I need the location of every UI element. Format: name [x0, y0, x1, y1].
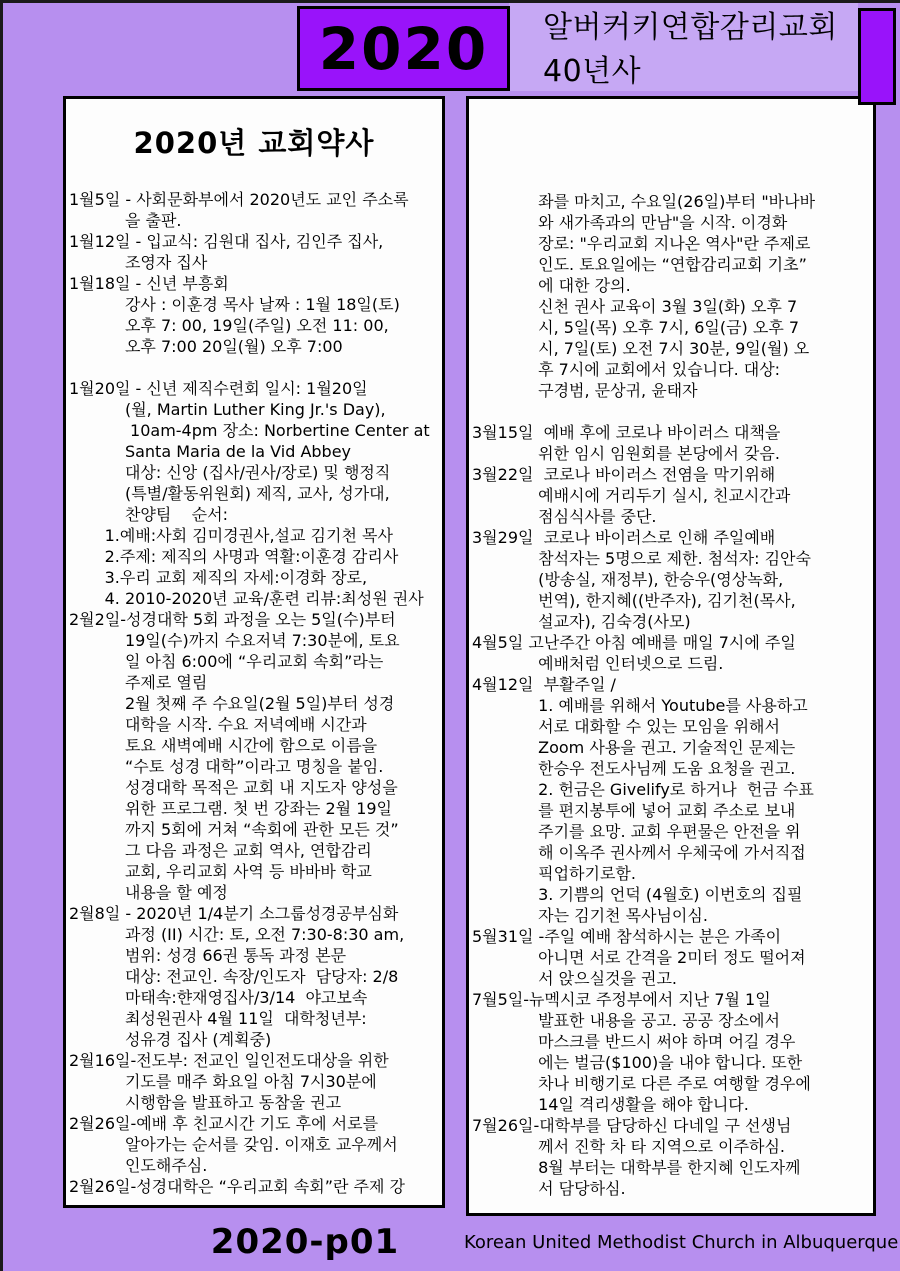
text-line: 예배처럼 인터넷으로 드림.: [472, 654, 724, 673]
text-line: 1. 예배를 위해서 Youtube를 사용하고: [472, 696, 808, 715]
text-line: 내용을 할 예정: [69, 883, 228, 902]
text-line: 후 7시에 교회에서 있습니다. 대상:: [472, 360, 781, 379]
header-right-decoration: [858, 8, 896, 105]
text-line: 서 담당하심.: [472, 1179, 626, 1198]
text-line: Zoom 사용을 권고. 기술적인 문제는: [472, 738, 796, 757]
year-box: [297, 6, 510, 91]
text-line: 7월5일-뉴멕시코 주정부에서 지난 7월 1일: [472, 990, 771, 1009]
text-line: 픽업하기로함.: [472, 864, 636, 883]
text-line: 7월26일-대학부를 담당하신 다네일 구 선생님: [472, 1116, 792, 1135]
text-line: 서 앉으실것을 권고.: [472, 969, 678, 988]
text-line: 위한 프로그램. 첫 번 강좌는 2월 19일: [69, 799, 393, 818]
text-line: [69, 357, 442, 378]
text-line: 1월18일 - 신년 부흥회: [69, 274, 229, 293]
text-line: 2월2일-성경대학 5회 과정을 오는 5일(수)부터: [69, 610, 396, 629]
header-title-panel: [509, 0, 858, 91]
text-line: 성유경 집사 (계획중): [69, 1030, 272, 1049]
text-line: [472, 401, 873, 422]
text-line: 인도해주심.: [69, 1156, 208, 1175]
text-line: 조영자 집사: [69, 253, 208, 272]
column-title: 2020년 교회약사: [133, 126, 375, 160]
text-line: 구경범, 문상귀, 윤태자: [472, 381, 698, 400]
text-line: 과정 (II) 시간: 토, 오전 7:30-8:30 am,: [69, 925, 405, 944]
text-line: 교회, 우리교회 사역 등 바바바 학교: [69, 862, 372, 881]
text-line: 2월26일-예배 후 친교시간 기도 후에 서로를: [69, 1114, 379, 1133]
church-name-label: Korean United Methodist Church in Albuquerque: [464, 1232, 899, 1253]
text-line: 4. 2010-2020년 교육/훈련 리뷰:최성원 권사: [69, 589, 424, 608]
text-line: 대상: 신앙 (집사/권사/장로) 및 행정직: [69, 463, 391, 482]
text-line: 점심식사를 중단.: [472, 507, 657, 526]
text-line: 신천 권사 교육이 3월 3일(화) 오후 7: [472, 297, 798, 316]
text-line: 마스크를 반드시 써야 하며 어길 경우: [472, 1032, 796, 1051]
text-line: 1월20일 - 신년 제직수련회 일시: 1월20일: [69, 379, 368, 398]
text-line: 1월12일 - 입교식: 김원대 집사, 김인주 집사,: [69, 232, 384, 251]
text-line: 4월5일 고난주간 아침 예배를 매일 7시에 주일: [472, 633, 796, 652]
text-line: 위한 임시 임원회를 본당에서 갖음.: [472, 444, 780, 463]
text-line: 최성원권사 4월 11일 대학청년부:: [69, 1009, 367, 1028]
text-line: 마태속:햔재영집사/3/14 야고보속: [69, 988, 368, 1007]
text-line: 번역), 한지혜((반주자), 김기천(목사,: [472, 591, 796, 610]
text-line: 참석자는 5명으로 제한. 첨석자: 김안숙: [472, 549, 811, 568]
text-line: “수토 성경 대학”이라고 명칭을 붙임.: [69, 757, 384, 776]
left-column: [63, 96, 445, 1208]
text-line: 3월22일 코로나 바이러스 전염을 막기위해: [472, 465, 776, 484]
text-line: 2월16일-전도부: 전교인 일인전도대상을 위한: [69, 1051, 389, 1070]
text-line: 해 이옥주 권사께서 우체국에 가서직접: [472, 843, 806, 862]
page-number-label: 2020-p01: [210, 1222, 400, 1262]
text-line: 주기를 요망. 교회 우편물은 안전을 위: [472, 822, 801, 841]
left-column-text: [69, 189, 442, 1197]
text-line: 와 새가족과의 만남"을 시작. 이경화: [472, 213, 788, 232]
text-line: 3.우리 교회 제직의 자세:이경화 장로,: [69, 568, 368, 587]
text-line: 예배시에 거리두기 실시, 친교시간과: [472, 486, 791, 505]
text-line: 3. 기쁨의 언덕 (4월호) 이번호의 집필: [472, 885, 803, 904]
text-line: 시행함을 발표하고 동참울 권고: [69, 1093, 342, 1112]
text-line: 성경대학 목적은 교회 내 지도자 양성을: [69, 778, 398, 797]
text-line: 아니면 서로 간격을 2미터 정도 떨어져: [472, 948, 806, 967]
text-line: 4월12일 부활주일 /: [472, 675, 616, 694]
year-label: 2020: [318, 14, 489, 83]
text-line: 일 아침 6:00에 “우리교회 속회”라는: [69, 652, 384, 671]
text-line: 강사 : 이훈경 목사 날짜 : 1월 18일(토): [69, 295, 400, 314]
text-line: 8월 부터는 대학부를 한지혜 인도자께: [472, 1158, 801, 1177]
text-line: 토요 새벽예배 시간에 함으로 이름을: [69, 736, 378, 755]
page-left-border: [0, 0, 3, 1271]
text-line: 을 출판.: [69, 211, 182, 230]
header-title: 알버커키연합감리교회 40년사: [543, 9, 838, 89]
text-line: (특별/활동위원회) 제직, 교사, 성가대,: [69, 484, 390, 503]
text-line: 3월15일 예배 후에 코로나 바이러스 대책을: [472, 423, 781, 442]
text-line: 3월29일 코로나 바이러스로 인해 주일예배: [472, 528, 776, 547]
text-line: 찬양팀 순서:: [69, 505, 228, 524]
text-line: 2. 헌금은 Givelify로 하거나 헌금 수표: [472, 780, 814, 799]
text-line: 까지 5회에 거쳐 “속회에 관한 모든 것”: [69, 820, 399, 839]
right-column-text: [472, 191, 873, 1199]
text-line: 시, 7일(토) 오전 7시 30분, 9일(월) 오: [472, 339, 810, 358]
text-line: 대상: 전교인. 속장/인도자 담당자: 2/8: [69, 967, 399, 986]
right-column: [466, 96, 876, 1216]
text-line: 에는 벌금($100)을 내야 합니다. 또한: [472, 1053, 803, 1072]
text-line: 1.예배:사회 김미경권사,설교 김기천 목사: [69, 526, 393, 545]
text-line: 한승우 전도사님께 도움 요청을 권고.: [472, 759, 796, 778]
text-line: (방송실, 재정부), 한승우(영상녹화,: [472, 570, 784, 589]
text-line: (월, Martin Luther King Jr.'s Day),: [69, 400, 386, 419]
text-line: 14일 격리생활을 해야 합니다.: [472, 1095, 749, 1114]
text-line: 발표한 내용을 공고. 공공 장소에서: [472, 1011, 780, 1030]
text-line: 10am-4pm 장소: Norbertine Center at: [69, 421, 430, 440]
text-line: 를 편지봉투에 넣어 교회 주소로 보내: [472, 801, 796, 820]
text-line: 1월5일 - 사회문화부에서 2020년도 교인 주소록: [69, 190, 409, 209]
text-line: Santa Maria de la Vid Abbey: [69, 442, 352, 461]
text-line: 좌를 마치고, 수요일(26일)부터 "바나바: [472, 192, 816, 211]
text-line: 2월8일 - 2020년 1/4분기 소그룹성경공부심화: [69, 904, 399, 923]
text-line: 인도. 토요일에는 “연합감리교회 기초”: [472, 255, 807, 274]
text-line: 19일(수)까지 수요저녁 7:30분에, 토요: [69, 631, 400, 650]
text-line: 오후 7: 00, 19일(주일) 오전 11: 00,: [69, 316, 389, 335]
text-line: 주제로 열림: [69, 673, 208, 692]
text-line: 기도를 매주 화요일 아침 7시30분에: [69, 1072, 377, 1091]
text-line: 알아가는 순서를 갖임. 이재호 교우께서: [69, 1135, 398, 1154]
text-line: 께서 진학 차 타 지역으로 이주하심.: [472, 1137, 786, 1156]
text-line: 자는 김기천 목사님이심.: [472, 906, 708, 925]
text-line: 5월31일 -주일 예배 참석하시는 분은 가족이: [472, 927, 782, 946]
text-line: 장로: "우리교회 지나온 역사"란 주제로: [472, 234, 811, 253]
text-line: 2월26일-성경대학은 “우리교회 속회”란 주제 강: [69, 1177, 405, 1196]
text-line: 시, 5일(목) 오후 7시, 6일(금) 오후 7: [472, 318, 800, 337]
text-line: 서로 대화할 수 있는 모임을 위해서: [472, 717, 780, 736]
text-line: 2월 첫째 주 수요일(2월 5일)부터 성경: [69, 694, 395, 713]
text-line: 설교자), 김숙경(사모): [472, 612, 691, 631]
text-line: 에 대한 강의.: [472, 276, 631, 295]
text-line: 2.주제: 제직의 사명과 역활:이훈경 감리사: [69, 547, 399, 566]
text-line: 차나 비행기로 다른 주로 여행할 경우에: [472, 1074, 811, 1093]
text-line: 범위: 성경 66권 통독 과정 본문: [69, 946, 347, 965]
text-line: 오후 7:00 20일(월) 오후 7:00: [69, 337, 343, 356]
text-line: 그 다음 과정은 교회 역사, 연합감리: [69, 841, 372, 860]
text-line: 대학을 시작. 수요 저녁예배 시간과: [69, 715, 367, 734]
page-top-border: [0, 0, 900, 3]
